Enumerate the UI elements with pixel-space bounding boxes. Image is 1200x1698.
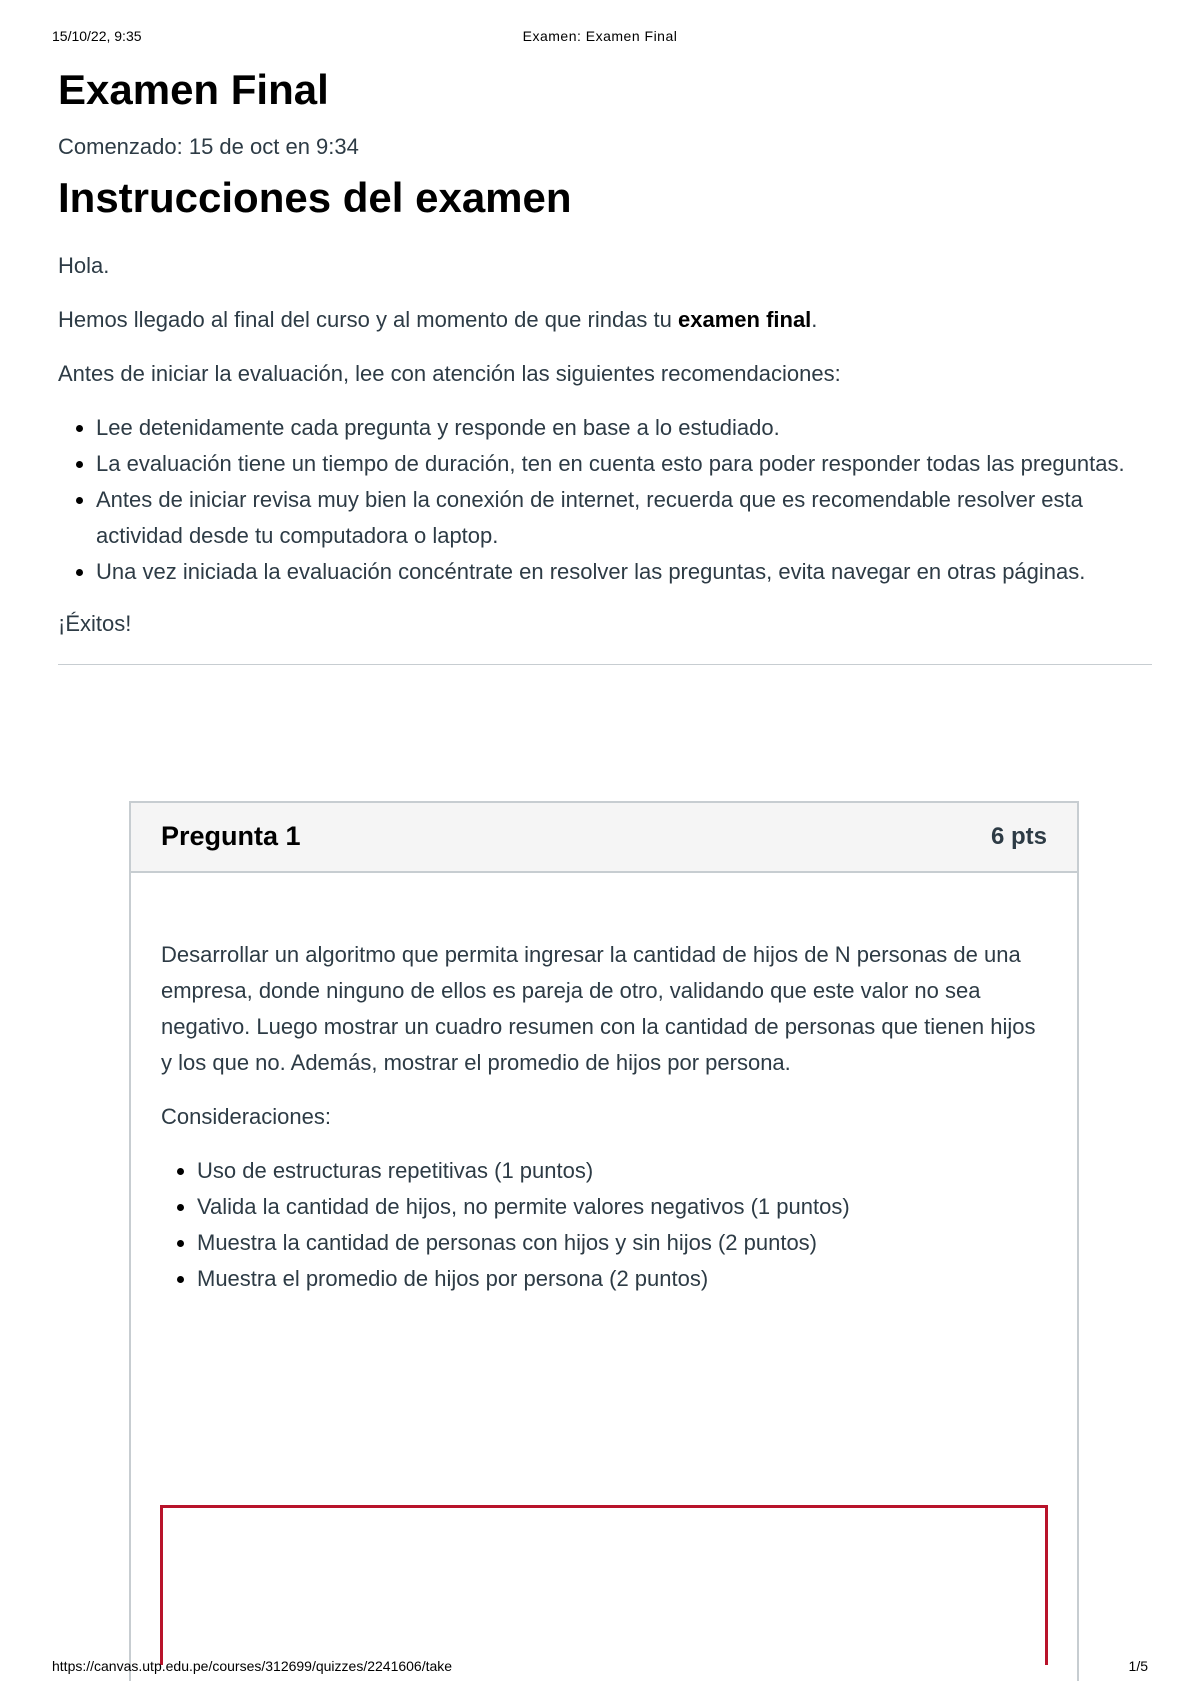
- question-points: 6 pts: [990, 823, 1047, 850]
- list-item: • La evaluación tiene un tiempo de duración, ten en cuenta esto para poder responder todas las preguntas.: [96, 446, 1152, 482]
- instructions-body: [58, 248, 1152, 642]
- question-header: [131, 803, 1077, 873]
- list-item: • Lee detenidamente cada pregunta y responde en base a lo estudiado.: [96, 410, 1152, 446]
- list-item: • Valida la cantidad de hijos, no permite valores negativos (1 puntos): [197, 1189, 1047, 1225]
- quiz-content: [58, 60, 1152, 665]
- list-item: • Antes de iniciar revisa muy bien la conexión de internet, recuerda que es recomendable resolver esta actividad desde tu computadora o laptop.: [96, 482, 1152, 554]
- print-page-title: Examen: Examen Final: [522, 28, 678, 44]
- question-name: Pregunta 1: [161, 821, 301, 851]
- question-body: [131, 873, 1077, 1297]
- print-datetime: 15/10/22, 9:35: [52, 28, 142, 44]
- instructions-lead: Antes de iniciar la evaluación, lee con atención las siguientes recomendaciones:: [58, 361, 841, 386]
- quiz-started-time: Comenzado: 15 de oct en 9:34: [58, 134, 359, 159]
- section-divider: [58, 664, 1152, 665]
- list-item: • Uso de estructuras repetitivas (1 puntos): [197, 1153, 1047, 1189]
- print-footer: [52, 1658, 1148, 1678]
- print-page-number: 1/5: [1128, 1658, 1148, 1674]
- instructions-closing: ¡Éxitos!: [58, 611, 132, 636]
- list-item: • Muestra el promedio de hijos por persona (2 puntos): [197, 1261, 1047, 1297]
- list-item: • Una vez iniciada la evaluación concéntrate en resolver las preguntas, evita navegar en otras páginas.: [96, 554, 1152, 590]
- instructions-heading: Instrucciones del examen: [58, 174, 572, 221]
- intro-bold-text: examen final: [678, 307, 812, 332]
- answer-editor[interactable]: [160, 1505, 1048, 1665]
- instructions-list: [58, 410, 1152, 590]
- considerations-label: Consideraciones:: [161, 1104, 331, 1129]
- instructions-greeting: Hola.: [58, 253, 110, 278]
- instructions-intro: Hemos llegado al final del curso y al momento de que rindas tu examen final.: [58, 307, 818, 332]
- question-prompt: Desarrollar un algoritmo que permita ingresar la cantidad de hijos de N personas de una empresa, donde ninguno de ellos es pareja de otro, validando que este valor no sea negativo. Luego mostrar un cuadro resumen con la cantidad de personas que tienen hijos y los que no. Además, mostrar el promedio de hijos por persona.: [161, 942, 1036, 1075]
- considerations-list: [161, 1153, 1047, 1297]
- list-item: • Muestra la cantidad de personas con hijos y sin hijos (2 puntos): [197, 1225, 1047, 1261]
- quiz-title: Examen Final: [58, 66, 329, 113]
- print-url: https://canvas.utp.edu.pe/courses/312699/quizzes/2241606/take: [52, 1658, 453, 1674]
- print-header: [52, 28, 1148, 48]
